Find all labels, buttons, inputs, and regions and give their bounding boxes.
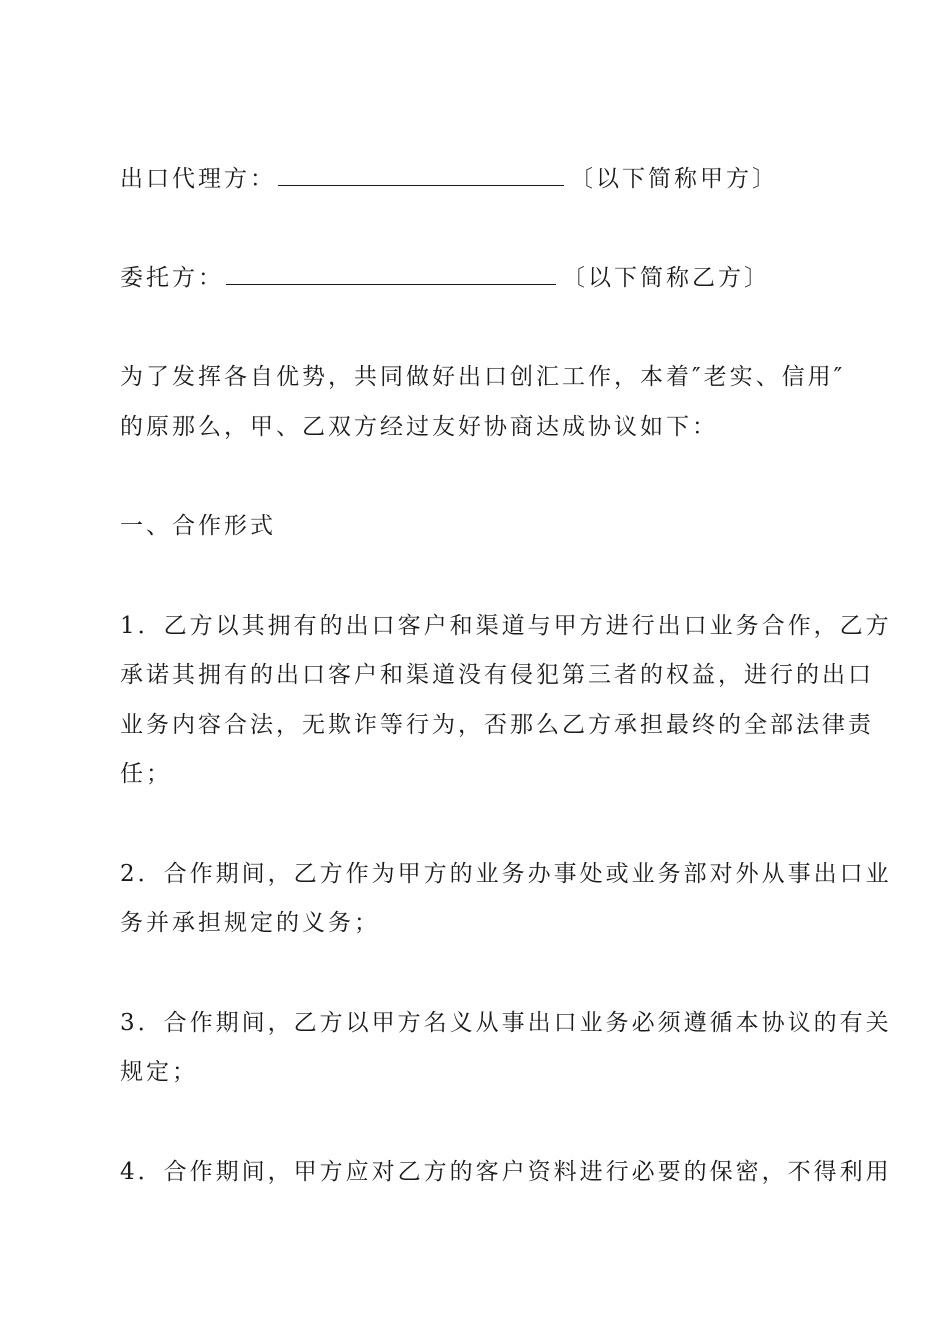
client-party-blank[interactable]	[226, 262, 556, 285]
preamble-line: 的原那么，甲、乙双方经过友好协商达成协议如下：	[120, 414, 718, 440]
agent-party-note: 〔以下简称甲方〕	[570, 166, 778, 192]
agent-party-label: 出口代理方：	[120, 166, 276, 192]
clause-3-line: 3．合作期间，乙方以甲方名义从事出口业务必须遵循本协议的有关	[120, 1010, 892, 1036]
clause-2-line: 务并承担规定的义务；	[120, 910, 380, 936]
preamble-line: 为了发挥各自优势，共同做好出口创汇工作，本着″老实、信用″	[120, 364, 846, 390]
clause-1-line: 1．乙方以其拥有的出口客户和渠道与甲方进行出口业务合作，乙方	[120, 613, 892, 639]
clause-1-line: 业务内容合法，无欺诈等行为，否那么乙方承担最终的全部法律责	[120, 712, 874, 738]
client-party-line	[120, 262, 770, 293]
agent-party-blank[interactable]	[278, 163, 564, 186]
clause-4-line: 4．合作期间，甲方应对乙方的客户资料进行必要的保密，不得利用	[120, 1159, 892, 1185]
clause-1-line: 承诺其拥有的出口客户和渠道没有侵犯第三者的权益，进行的出口	[120, 662, 874, 688]
client-party-label: 委托方：	[120, 265, 224, 291]
clause-2-line: 2．合作期间，乙方作为甲方的业务办事处或业务部对外从事出口业	[120, 861, 892, 887]
section-heading: 一、合作形式	[120, 513, 276, 539]
clause-1-line: 任；	[120, 761, 172, 787]
agent-party-line	[120, 163, 778, 194]
clause-3-line: 规定；	[120, 1059, 198, 1085]
client-party-note: 〔以下简称乙方〕	[562, 265, 770, 291]
